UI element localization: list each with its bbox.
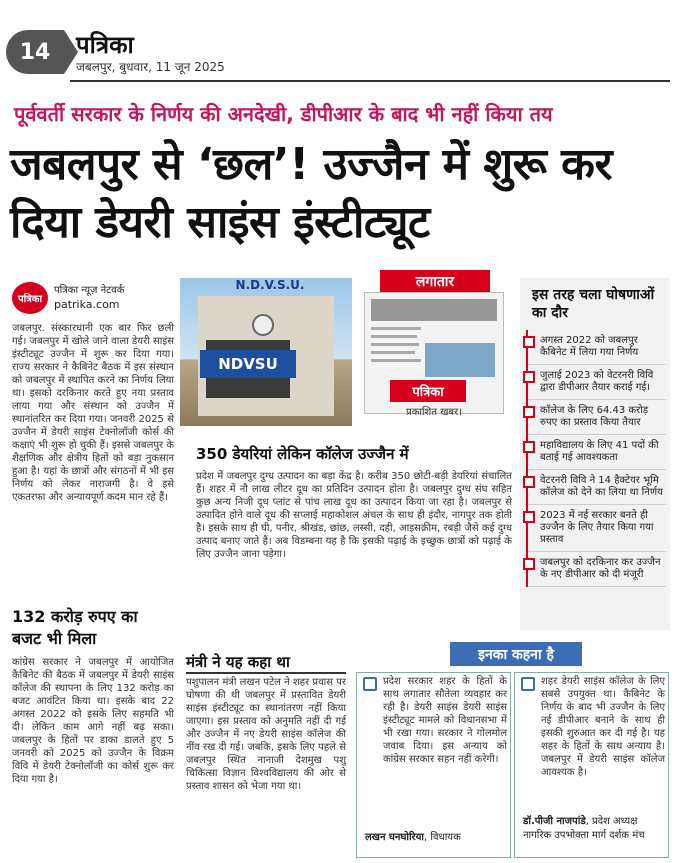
clipping-text-line (371, 359, 421, 362)
lagataar-tag: लगातार (380, 270, 490, 292)
quote-role: , विधायक (424, 832, 461, 843)
middle-article-subhead: 350 डेयरियां लेकिन कॉलेज उज्जैन में (196, 445, 409, 463)
quote-text: शहर डेयरी साइंस कॉलेज के लिए सबसे उपयुक्त था। कैबिनेट के निर्णय के बाद भी उज्जैन के लिए नई डीपीआर बनाने के साथ ही इसकी शुरुआत कर दी गई है। यह शहर के हितों के साथ अन्याय है। जबलपुर में डेयरी साइंस कॉलेज आवश्यक है। (541, 676, 665, 778)
quote-icon (363, 677, 377, 691)
timeline-title: इस तरह चला घोषणाओं का दौर (532, 287, 655, 321)
quote-box (356, 672, 511, 858)
header-divider (70, 80, 670, 82)
timeline-item: 2023 में नई सरकार बनते ही उज्जैन के लिए तैयार किया गया प्रस्ताव (528, 505, 666, 552)
emblem-icon (252, 314, 274, 336)
building-roof-sign: N.D.V.S.U. (235, 278, 305, 292)
quote-icon (521, 677, 535, 691)
minister-para: पशुपालन मंत्री लखन पटेल ने शहर प्रवास पर घोषणा की थी जबलपुर में प्रस्तावित डेयरी साइंस इंस्टीट्यूट का स्थानांतरण नहीं किया जाएगा। इस प्रस्ताव को अनुमति नहीं दी गई और उज्जैन में नए डेयरी साइंस कॉलेज की नींव रख दी गई। जबकि, इसके लिए पहले से जबलपुर स्थित नानाजी देशमुख पशु चिकित्सा विज्ञान विश्वविद्यालय की ओर से प्रस्ताव शासन को भेजा गया था। (186, 677, 346, 792)
quote-attribution (365, 829, 509, 843)
quote-name: डॉ.पीजी नाजपांडे (523, 816, 586, 827)
dateline: जबलपुर, बुधवार, 11 जून 2025 (76, 60, 225, 74)
left-article-para-1: जबलपुर. संस्कारधानी एक बार फिर छली गई। जबलपुर में खोले जाने वाला डेयरी साइंस इंस्टीट्यूट उज्जैन में शुरू कर दिया गया। राज्य सरकार ने कैबिनेट बैठक में इस संस्थान को जबलपुर में स्थापित करने का निर्णय लिया था। इसको दरकिनार करते हुए नया प्रस्ताव लाया गया और संस्थान को उज्जैन में स्थानांतरित कर दिया गया। जनवरी 2025 से उज्जैन में डेयरी साइंस टेक्नोलॉजी कोर्स की कक्षाएं भी शुरू हो चुकी हैं। इससे जबलपुर के शैक्षणिक और क्षेत्रीय हितों को बड़ा नुकसान हुआ है। यहां के छात्रों और संगठनों में भी इस निर्णय को लेकर नाराजगी है। वे इसे एकतरफा और अन्यायपूर्ण कदम मान रहे हैं। (12, 323, 174, 503)
quote-text: प्रदेश सरकार शहर के हितों के साथ लगातार सौतेला व्यवहार कर रही है। डेयरी साइंस डेयरी साइंस इंस्टीट्यूट मामले को विधानसभा में भी रखा गया। सरकार ने गोलमोल जवाब दिया। इस अन्याय को कांग्रेस सरकार सहन नहीं करेगी। (383, 676, 507, 765)
ndvsu-building-photo (180, 278, 352, 426)
quotes-heading: इनका कहना है (450, 642, 582, 666)
page-number: 14 (6, 30, 64, 74)
timeline-box (520, 278, 670, 630)
byline (12, 280, 172, 316)
clipping-text-line (371, 327, 421, 330)
minister-divider (186, 672, 346, 674)
clipping-brand: पत्रिका (390, 380, 466, 402)
clipping-text-line (371, 335, 417, 338)
timeline-item: महाविद्यालय के लिए 41 पदों की बताई गई आवश्यकता (528, 435, 666, 470)
page-header (0, 0, 676, 80)
clipping-text-line (371, 343, 419, 346)
patrika-logo: पत्रिका (12, 282, 48, 314)
clipping-headline-shape (371, 299, 497, 321)
timeline-item: कॉलेज के लिए 64.43 करोड़ रुपए का प्रस्ताव किया तैयार (528, 400, 666, 435)
main-headline: जबलपुर से ‘छल’! उज्जैन में शुरू कर दिया डेयरी साइंस इंस्टीट्यूट (10, 139, 612, 248)
quote-box (514, 672, 669, 858)
left-article-para-2: कांग्रेस सरकार ने जबलपुर में आयोजित कैबिनेट की बैठक में जबलपुर में डेयरी साइंस कॉलेज की स्थापना के लिए 132 करोड़ का बजट आवंटित किया था। इसके बाद 22 अगस्त 2022 को इसके लिए सहमति भी दी। लेकिन काम आगे नहीं बढ़ सका। जबलपुर के हितों पर डाका डालते हुए 5 जनवरी को 2025 को उज्जैन के विक्रम विवि में डेयरी टेक्नोलॉजी का कोर्स शुरू कर दिया गया है। (12, 657, 174, 785)
clipping-caption: प्रकाशित खबर। (406, 407, 462, 418)
quote-attribution (523, 813, 667, 841)
minister-subhead: मंत्री ने यह कहा था (186, 653, 290, 671)
quote-role: , प्रदेश अध्यक्ष नागरिक उपभोक्ता मार्ग दर्शक मंच (523, 816, 645, 841)
left-article-subhead: 132 करोड़ रुपए का बजट भी मिला (12, 607, 138, 648)
timeline-item: वेटरनरी विवि ने 14 हैक्टेयर भूमि कॉलेज को देने का लिया था निर्णय (528, 470, 666, 505)
timeline-list (526, 330, 666, 587)
timeline-item: अगस्त 2022 को जबलपुर कैबिनेट में लिया गया निर्णय (528, 330, 666, 365)
timeline-item: जबलपुर को दरकिनार कर उज्जैन के नए डीपीआर को दी मंजूरी (528, 552, 666, 587)
byline-name: पत्रिका न्यूज़ नेटवर्क (54, 285, 125, 296)
clipping-text-line (371, 351, 415, 354)
clipping-photo-shape (425, 343, 495, 377)
byline-site: patrika.com (54, 298, 120, 311)
middle-article-para: प्रदेश में जबलपुर दुग्ध उत्पादन का बड़ा केंद्र है। करीब 350 छोटी-बड़ी डेयरियां संचालित हैं। शहर में नौ लाख लीटर दूध का प्रतिदिन उत्पादन होता है। जबलपुर दुग्ध संघ सहित कुछ अन्य निजी दूध प्लांट से पांच लाख दूध का उत्पादन किया जा रहा है। जबलपुर से उत्पादित होने वाले दूध की सप्लाई महाकोशल अंचल के साथ ही इंदौर, नागपुर तक होती है। इसके साथ ही घी, पनीर, श्रीखंड, छांछ, लस्सी, दही, आइसक्रीम, रबड़ी जैसे कई दुग्ध उत्पाद बनाए जाते हैं। अब विडम्बना यह है कि इसकी पढ़ाई के इच्छुक छात्रों को पढ़ाई के लिए उज्जैन जाना पड़ेगा। (196, 471, 512, 560)
quote-name: लखन घनघोरिया (365, 832, 425, 843)
kicker-headline: पूर्ववर्ती सरकार के निर्णय की अनदेखी, डीपीआर के बाद भी नहीं किया तय (14, 102, 553, 126)
building-sign: NDVSU (200, 350, 296, 378)
masthead: पत्रिका (76, 31, 134, 59)
timeline-item: जुलाई 2023 को वेटरनरी विवि द्वारा डीपीआर तैयार कराई गई। (528, 365, 666, 400)
